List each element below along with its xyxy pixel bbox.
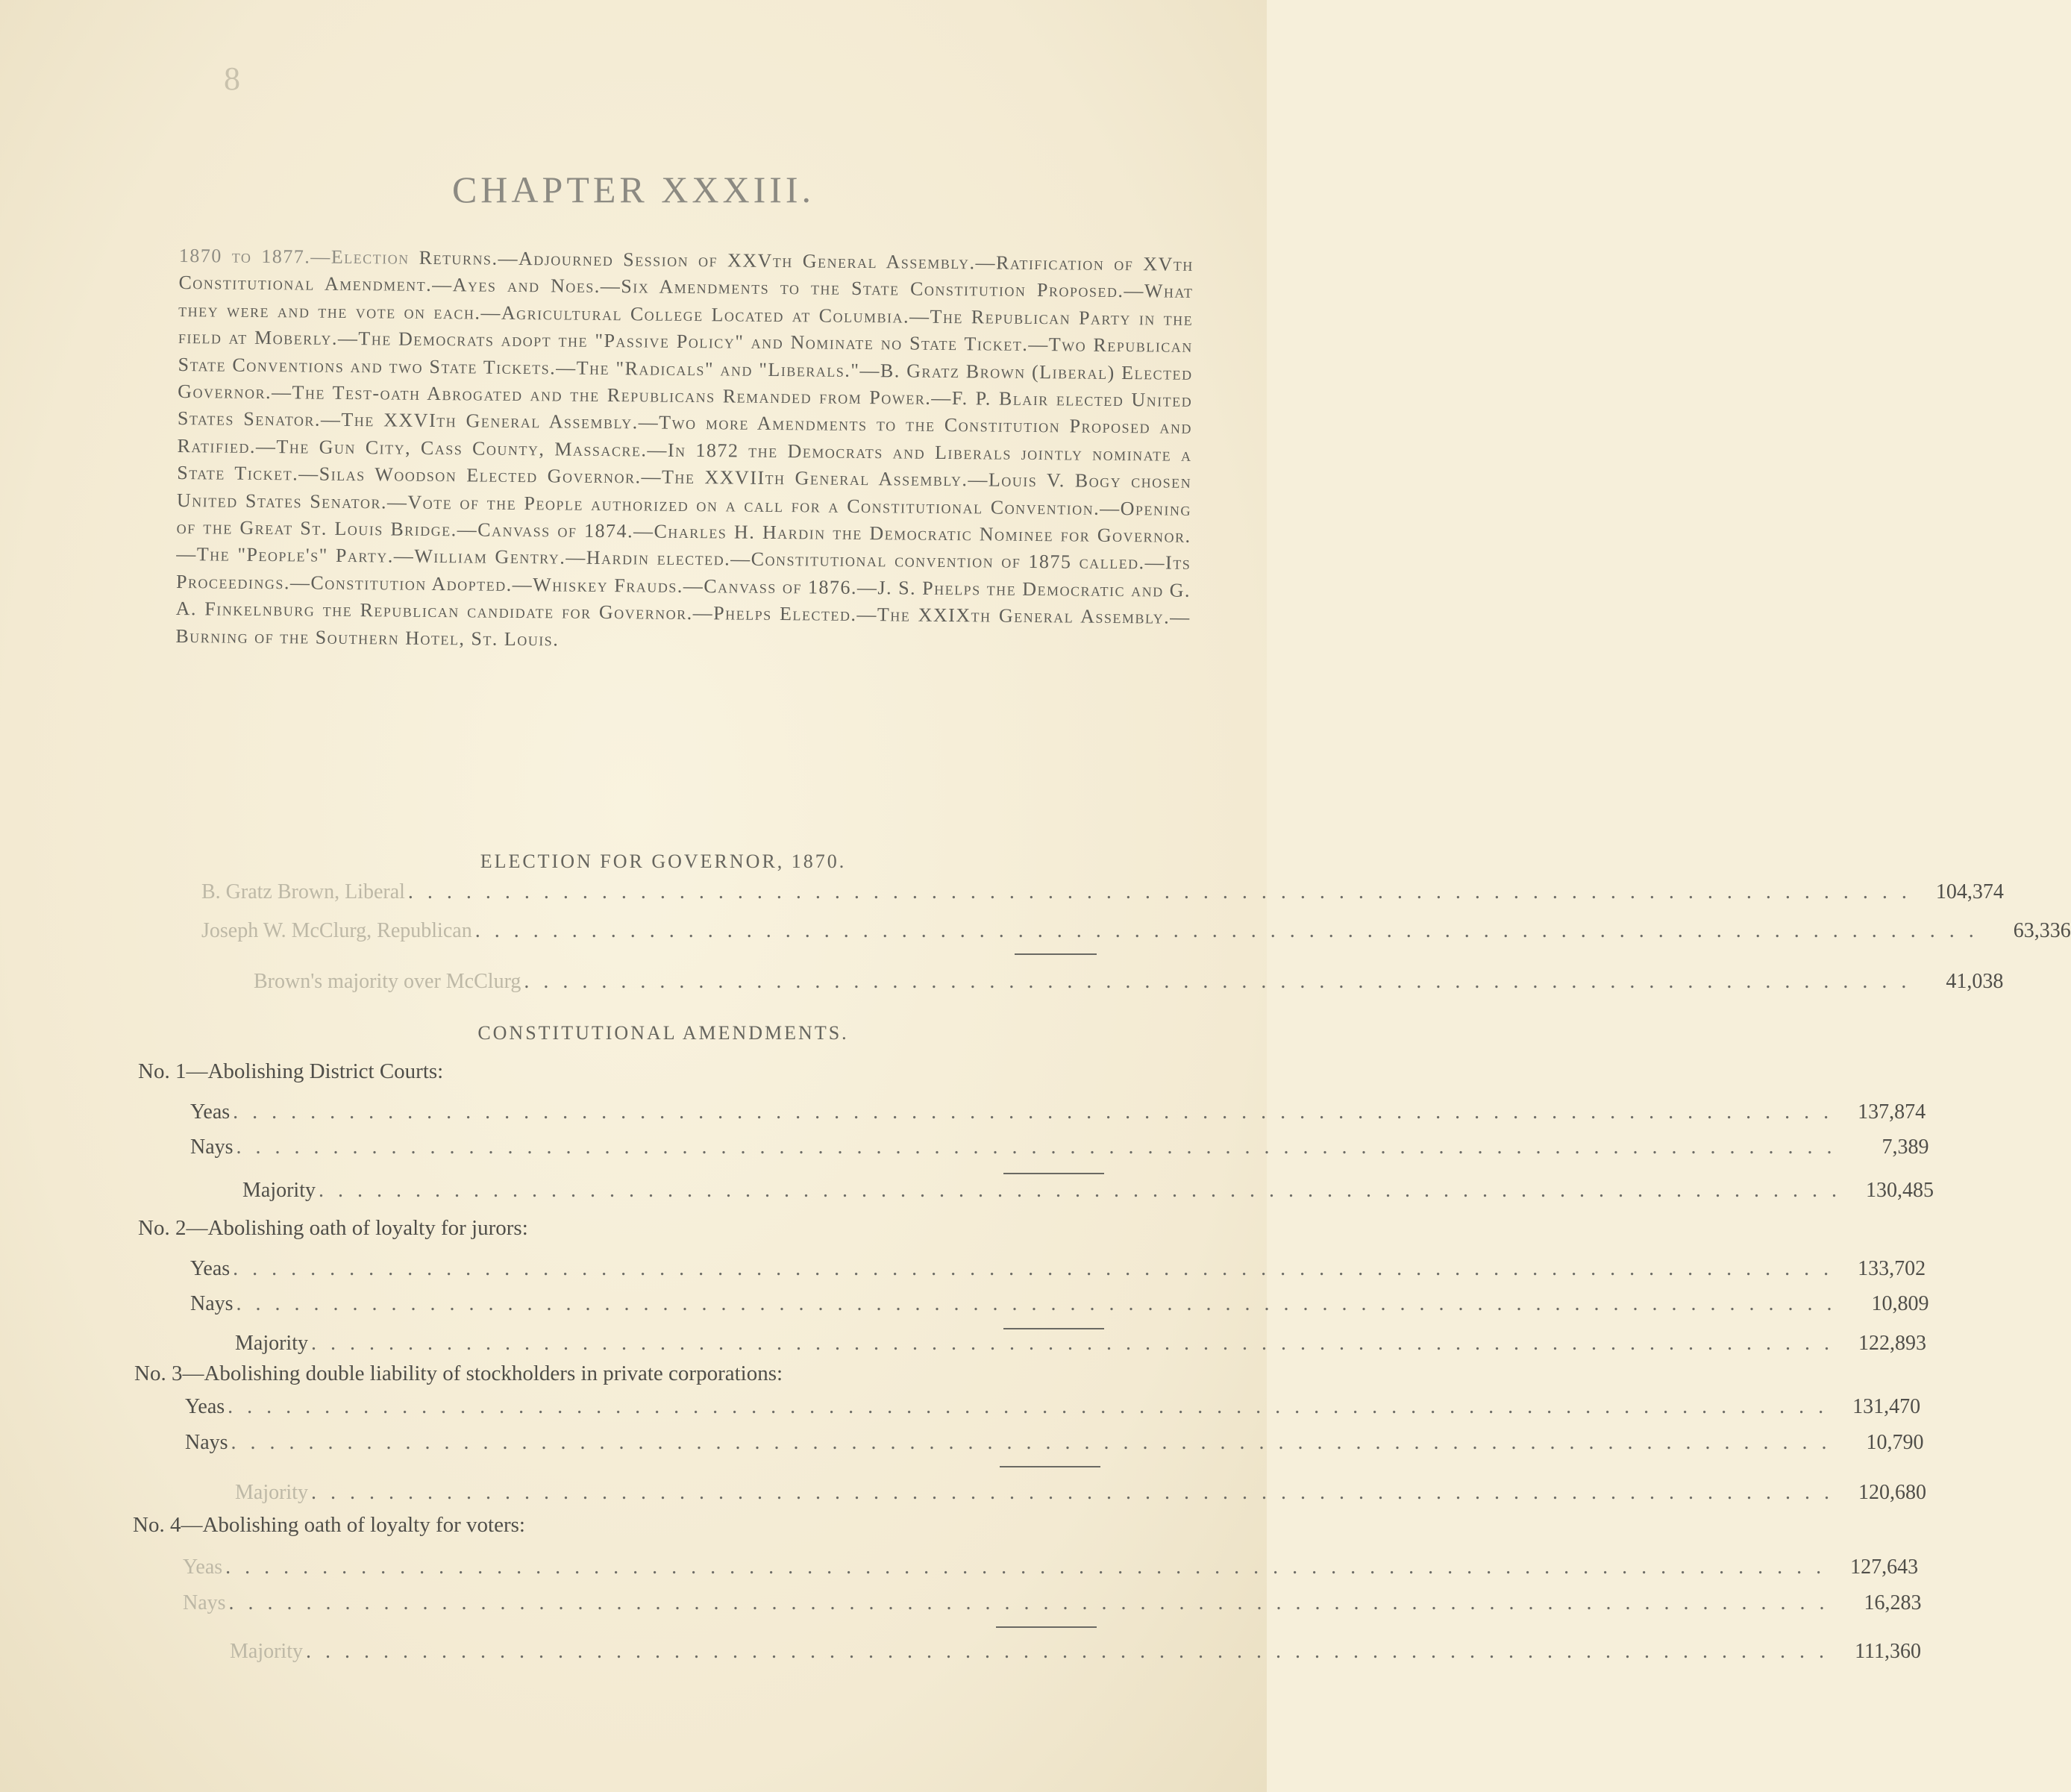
summary-text: Returns.—Adjourned Session of XXVth General Assembly.—Ratification of XVth Constitutional Amendment.—Ayes and Noes.—Six Amendments to the State Constitution Proposed.—What they were and the vote on each.—Agricultural College Located at Columbia.—The Republican Party in the field at Moberly.—The Democrats adopt the "Passive Policy" and Nominate no State Ticket.—Two Republican State Conventions and two State Tickets.—The "Radicals" and "Liberals."—B. Gratz Brown (Liberal) Elected Governor.—The Test-oath Abrogated and the Republicans Remanded from Power.—F. P. Blair elected United States Senator.—The XXVIth General Assembly.—Two more Amendments to the Constitution Proposed and Ratified.—The Gun City, Cass County, Massacre.—In 1872 the Democrats and Liberals jointly nominate a State Ticket.—Silas Woodson Elected Governor.—The XXVIIth General Assembly.—Louis V. Bogy chosen United States Senator.—Vote of the People authorized on a call for a Constitutional Convention.—Opening of the Great St. Louis Bridge.—Canvass of 1874.—Charles H. Hardin the Democratic Nominee for Governor.—The "People's" Party.—William Gentry.—Hardin elected.—Constitutional convention of 1875 called.—Its Proceedings.—Constitution Adopted.—Whiskey Frauds.—Canvass of 1876.—J. S. Phelps the Democratic and G. A. Finkelnburg the Republican candidate for Governor.—Phelps Elected.—The XXIXth General Assembly.—Burning of the Southern Hotel, St. Louis. xyxy=(175,246,1194,651)
nays-row xyxy=(183,1591,1922,1615)
yeas-label: Yeas xyxy=(190,1257,231,1280)
nays-value: 16,283 xyxy=(1864,1591,1922,1614)
nays-value: 7,389 xyxy=(1882,1135,1929,1159)
candidate-label: B. Gratz Brown, Liberal xyxy=(201,880,405,903)
majority-label: Majority xyxy=(235,1481,308,1504)
nays-row xyxy=(190,1292,1929,1316)
candidate-label: Joseph W. McClurg, Republican xyxy=(201,919,472,942)
yeas-row xyxy=(190,1100,1926,1124)
majority-label: Majority xyxy=(230,1640,303,1663)
leader-dots: . . . . . . . . . . . . . . . . . . . . . . . . . . . . . . . . . . . . . . . . . . . . . . . . . . . . . . . . . . . . . . . . . . . . . . . . . . . . . . . . . . . xyxy=(231,1431,1832,1454)
nays-label: Nays xyxy=(183,1591,226,1614)
yeas-row xyxy=(183,1556,1919,1579)
majority-value: 120,680 xyxy=(1858,1481,1926,1504)
leader-dots: . . . . . . . . . . . . . . . . . . . . . . . . . . . . . . . . . . . . . . . . . . . . . . . . . . . . . . . . . . . . . . . . . . . . . . . . . . . . . . . . . . . xyxy=(236,1135,1837,1159)
majority-row xyxy=(235,1481,1926,1505)
majority-label: Majority xyxy=(242,1179,316,1202)
majority-label: Brown's majority over McClurg xyxy=(254,970,521,993)
amendment-title: No. 2—Abolishing oath of loyalty for jurors: xyxy=(138,1216,528,1240)
leader-dots: . . . . . . . . . . . . . . . . . . . . . . . . . . . . . . . . . . . . . . . . . . . . . . . . . . . . . . . . . . . . . . . . . . . . . . . . . . . . . . . xyxy=(306,1640,1829,1663)
amendment-title: No. 4—Abolishing oath of loyalty for voters: xyxy=(133,1513,525,1537)
majority-value: 111,360 xyxy=(1855,1640,1921,1663)
majority-value: 130,485 xyxy=(1866,1179,1934,1202)
yeas-value: 133,702 xyxy=(1858,1257,1926,1280)
leader-dots: . . . . . . . . . . . . . . . . . . . . . . . . . . . . . . . . . . . . . . . . . . . . . . . . . . . . . . . . . . . . . . . . . . . . . . . . . . . . . . . . . . . xyxy=(233,1257,1834,1280)
leader-dots: . . . . . . . . . . . . . . . . . . . . . . . . . . . . . . . . . . . . . . . . . . . . . . . . . . . . . . . . . . . . . . . . . . . . . . . . . . . . . . . . . . . xyxy=(228,1591,1829,1614)
amendment-title: No. 1—Abolishing District Courts: xyxy=(138,1059,444,1083)
yeas-row xyxy=(185,1395,1921,1419)
sum-rule xyxy=(1000,1466,1100,1467)
candidate-votes: 104,374 xyxy=(1935,880,2004,903)
election-heading: ELECTION FOR GOVERNOR, 1870. xyxy=(480,850,847,872)
yeas-value: 127,643 xyxy=(1850,1556,1919,1579)
candidate-votes: 63,336 xyxy=(2013,919,2071,942)
leader-dots: . . . . . . . . . . . . . . . . . . . . . . . . . . . . . . . . . . . . . . . . . . . . . . . . . . . . . . . . . . . . . . . . . . . . . . . . . . . . . . . xyxy=(311,1481,1834,1504)
yeas-value: 137,874 xyxy=(1858,1100,1926,1124)
sum-rule xyxy=(996,1626,1097,1628)
leader-dots: . . . . . . . . . . . . . . . . . . . . . . . . . . . . . . . . . . . . . . . . . . . . . . . . . . . . . . . . . . . . . . . . . . . . . . . . . . . . . . . . . . . xyxy=(233,1100,1834,1124)
leader-dots: . . . . . . . . . . . . . . . . . . . . . . . . . . . . . . . . . . . . . . . . . . . . . . . . . . . . . . . . . . . . . . . . . . . . . . . . . . . . . . . xyxy=(319,1179,1841,1202)
yeas-label: Yeas xyxy=(185,1395,225,1418)
leader-dots: . . . . . . . . . . . . . . . . . . . . . . . . . . . . . . . . . . . . . . . . . . . . . . . . . . . . . . . . . . . . . . . . . . . . . . . . . . . . . . xyxy=(407,880,1911,903)
yeas-value: 131,470 xyxy=(1852,1395,1921,1418)
chapter-summary xyxy=(175,242,1194,659)
majority-value: 41,038 xyxy=(1946,970,2004,993)
yeas-label: Yeas xyxy=(190,1100,231,1124)
nays-value: 10,809 xyxy=(1871,1292,1929,1315)
sum-rule xyxy=(1003,1328,1104,1329)
nays-row xyxy=(185,1431,1924,1455)
election-majority-row xyxy=(254,970,2004,994)
majority-row xyxy=(235,1332,1926,1356)
summary-lead: 1870 to 1877.—Election xyxy=(178,244,410,269)
leader-dots: . . . . . . . . . . . . . . . . . . . . . . . . . . . . . . . . . . . . . . . . . . . . . . . . . . . . . . . . . . . . . . . . . . . . . . . . . . . . . . . . . . . xyxy=(236,1292,1837,1315)
yeas-label: Yeas xyxy=(183,1556,223,1579)
majority-row xyxy=(230,1640,1921,1664)
page-number: 8 xyxy=(224,60,240,97)
leader-dots: . . . . . . . . . . . . . . . . . . . . . . . . . . . . . . . . . . . . . . . . . . . . . . . . . . . . . . . . . . . . . . . . . . . . . . . . . . . . . . . . . . . xyxy=(228,1395,1829,1418)
chapter-title: CHAPTER XXXIII. xyxy=(451,169,815,210)
nays-label: Nays xyxy=(185,1431,228,1454)
amendments-heading: CONSTITUTIONAL AMENDMENTS. xyxy=(477,1022,849,1044)
majority-row xyxy=(242,1179,1934,1203)
leader-dots: . . . . . . . . . . . . . . . . . . . . . . . . . . . . . . . . . . . . . . . . . . . . . . . . . . . . . . . . . . . . . . . . . . . . . . . . xyxy=(524,970,1911,993)
sum-rule xyxy=(1003,1173,1104,1174)
election-row-brown xyxy=(201,880,2004,904)
majority-value: 122,893 xyxy=(1858,1332,1926,1355)
nays-row xyxy=(190,1135,1929,1159)
election-row-mcclurg xyxy=(201,919,2071,943)
nays-value: 10,790 xyxy=(1866,1431,1924,1454)
majority-label: Majority xyxy=(235,1332,308,1355)
leader-dots: . . . . . . . . . . . . . . . . . . . . . . . . . . . . . . . . . . . . . . . . . . . . . . . . . . . . . . . . . . . . . . . . . . . . . . . . . . . . . . . xyxy=(311,1332,1834,1355)
nays-label: Nays xyxy=(190,1292,234,1315)
nays-label: Nays xyxy=(190,1135,234,1159)
yeas-row xyxy=(190,1257,1926,1281)
amendment-title: No. 3—Abolishing double liability of stockholders in private corporations: xyxy=(134,1362,783,1385)
leader-dots: . . . . . . . . . . . . . . . . . . . . . . . . . . . . . . . . . . . . . . . . . . . . . . . . . . . . . . . . . . . . . . . . . . . . . . . . . . . . . . xyxy=(474,919,1978,942)
sum-rule xyxy=(1015,953,1097,955)
leader-dots: . . . . . . . . . . . . . . . . . . . . . . . . . . . . . . . . . . . . . . . . . . . . . . . . . . . . . . . . . . . . . . . . . . . . . . . . . . . . . . . . . . . xyxy=(225,1556,1826,1579)
